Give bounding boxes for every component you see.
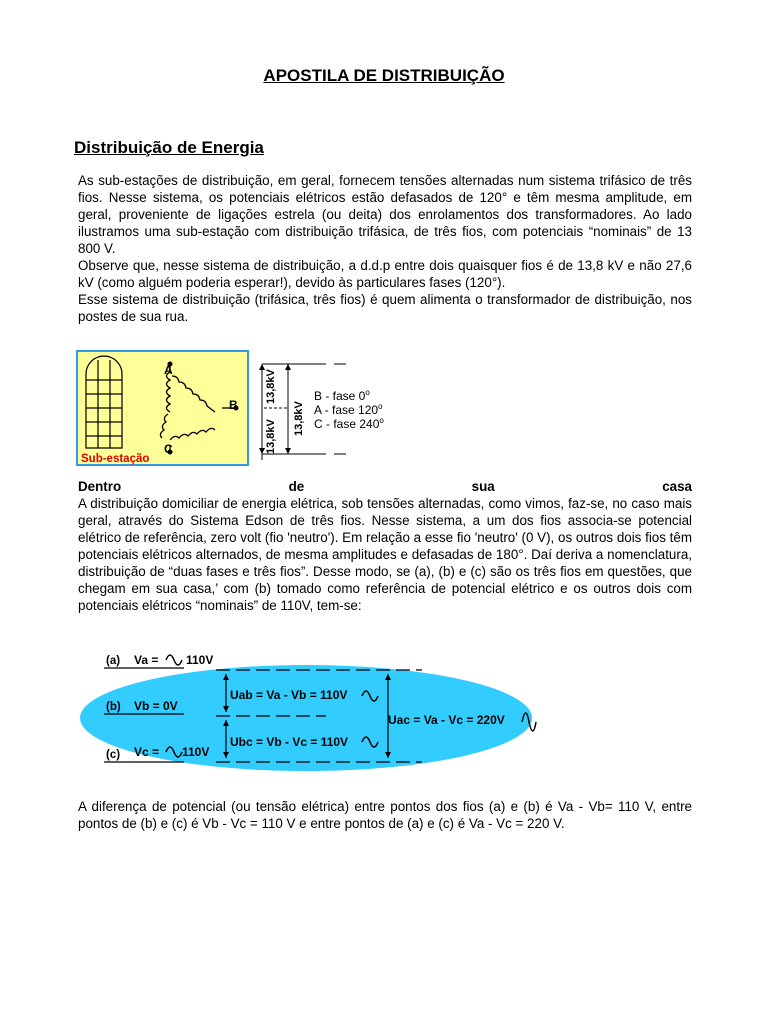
intro-text — [78, 172, 692, 325]
voltage-ab-label: 13,8kV — [265, 369, 277, 404]
heading-word: Dentro — [78, 479, 122, 494]
heading-word: de — [288, 479, 305, 494]
home-distribution-paragraph: A distribuição domiciliar de energia elétrica, sob tensões alternadas, como vimos, faz-se, no caso mais geral, através do Sistema Edson de três fios. Nesse sistema, a um dos fios associa-se potencial elétrico de referência, zero volt (fio 'neutro'). Em relação a esse fio 'neutro' (0 V), os outros dois fios têm potenciais elétricos alternados, de mesma amplitudes e defasadas de 180°. Daí deriva a nomenclatura, distribuição de “duas fases e três fios”. Desse modo, se (a), (b) e (c) são os três fios em questões, que chegam em sua casa,’ com (b) tomado como referência de potencial elétrico e os outros dois com potenciais elétricos “nominais” de 110V, tem-se: — [78, 496, 692, 613]
intro-paragraph-3: Esse sistema de distribuição (trifásica, três fios) é quem alimenta o transformador de distribuição, nos postes de sua rua. — [78, 292, 692, 324]
wire-b-label: (b) — [106, 701, 121, 713]
intro-paragraph-1: As sub-estações de distribuição, em geral, fornecem tensões alternadas num sistema trifásico de três fios. Nesse sistema, os potenciais elétricos estão defasados de 120° e têm mesma amplitude, em geral, proveniente de ligações estrela (ou deita) dos enrolamentos dos transformadores. Ao lado ilustramos uma sub-estação com distribuição trifásica, de três fios, com potenciais “nominais” de 13 800 V. — [78, 173, 692, 256]
home-distribution-heading — [78, 478, 692, 495]
wire-c-label: (c) — [106, 749, 121, 761]
node-b-label: B — [229, 398, 238, 412]
voltage-diagram — [76, 644, 556, 772]
uab-label: Uab = Va - Vb = 110V — [230, 688, 348, 702]
heading-word: sua — [471, 479, 495, 494]
voltage-bc-label: 13,8kV — [265, 419, 277, 454]
building-window-icon — [86, 356, 122, 448]
uac-label: Uac = Va - Vc = 220V — [388, 713, 505, 727]
node-a-label: A — [164, 363, 173, 377]
phase-b-label: B - fase 0$^o$ — [314, 388, 370, 403]
intro-paragraph-2: Observe que, nesse sistema de distribuição, a d.d.p entre dois quaisquer fios é de 13,8 kV e não 27,6 kV (como alguém poderia esperar!), devido às particulares fases (120°). — [78, 258, 692, 290]
page-title: APOSTILA DE DISTRIBUIÇÃO — [263, 66, 505, 85]
vb-label: Vb = 0V — [134, 699, 178, 713]
va-label: Va = — [134, 653, 159, 667]
substation-label: Sub-estação — [81, 453, 150, 465]
node-c-label: C — [164, 442, 173, 456]
vc-label: Vc = — [134, 745, 160, 759]
ubc-label: Ubc = Vb - Vc = 110V — [230, 735, 349, 749]
heading-word: casa — [662, 479, 692, 494]
vc-value: 110V — [182, 745, 210, 759]
section-heading: Distribuição de Energia — [74, 138, 264, 157]
final-paragraph: A diferença de potencial (ou tensão elétrica) entre pontos dos fios (a) e (b) é Va - Vb= 110 V, entre pontos de (b) e (c) é Vb - Vc = 110 V e entre pontos de (a) e (c) é Va - Vc = 220 V. — [78, 799, 692, 831]
ac-wave-icon — [166, 655, 182, 665]
substation-diagram — [76, 350, 396, 468]
va-value: 110V — [186, 653, 214, 667]
phase-a-label: A - fase 120$^o$ — [314, 402, 383, 417]
phase-c-label: C - fase 240$^o$ — [314, 416, 384, 431]
wire-a-label: (a) — [106, 655, 121, 667]
home-distribution-text — [78, 478, 692, 614]
voltage-ac-label: 13,8kV — [293, 401, 305, 436]
